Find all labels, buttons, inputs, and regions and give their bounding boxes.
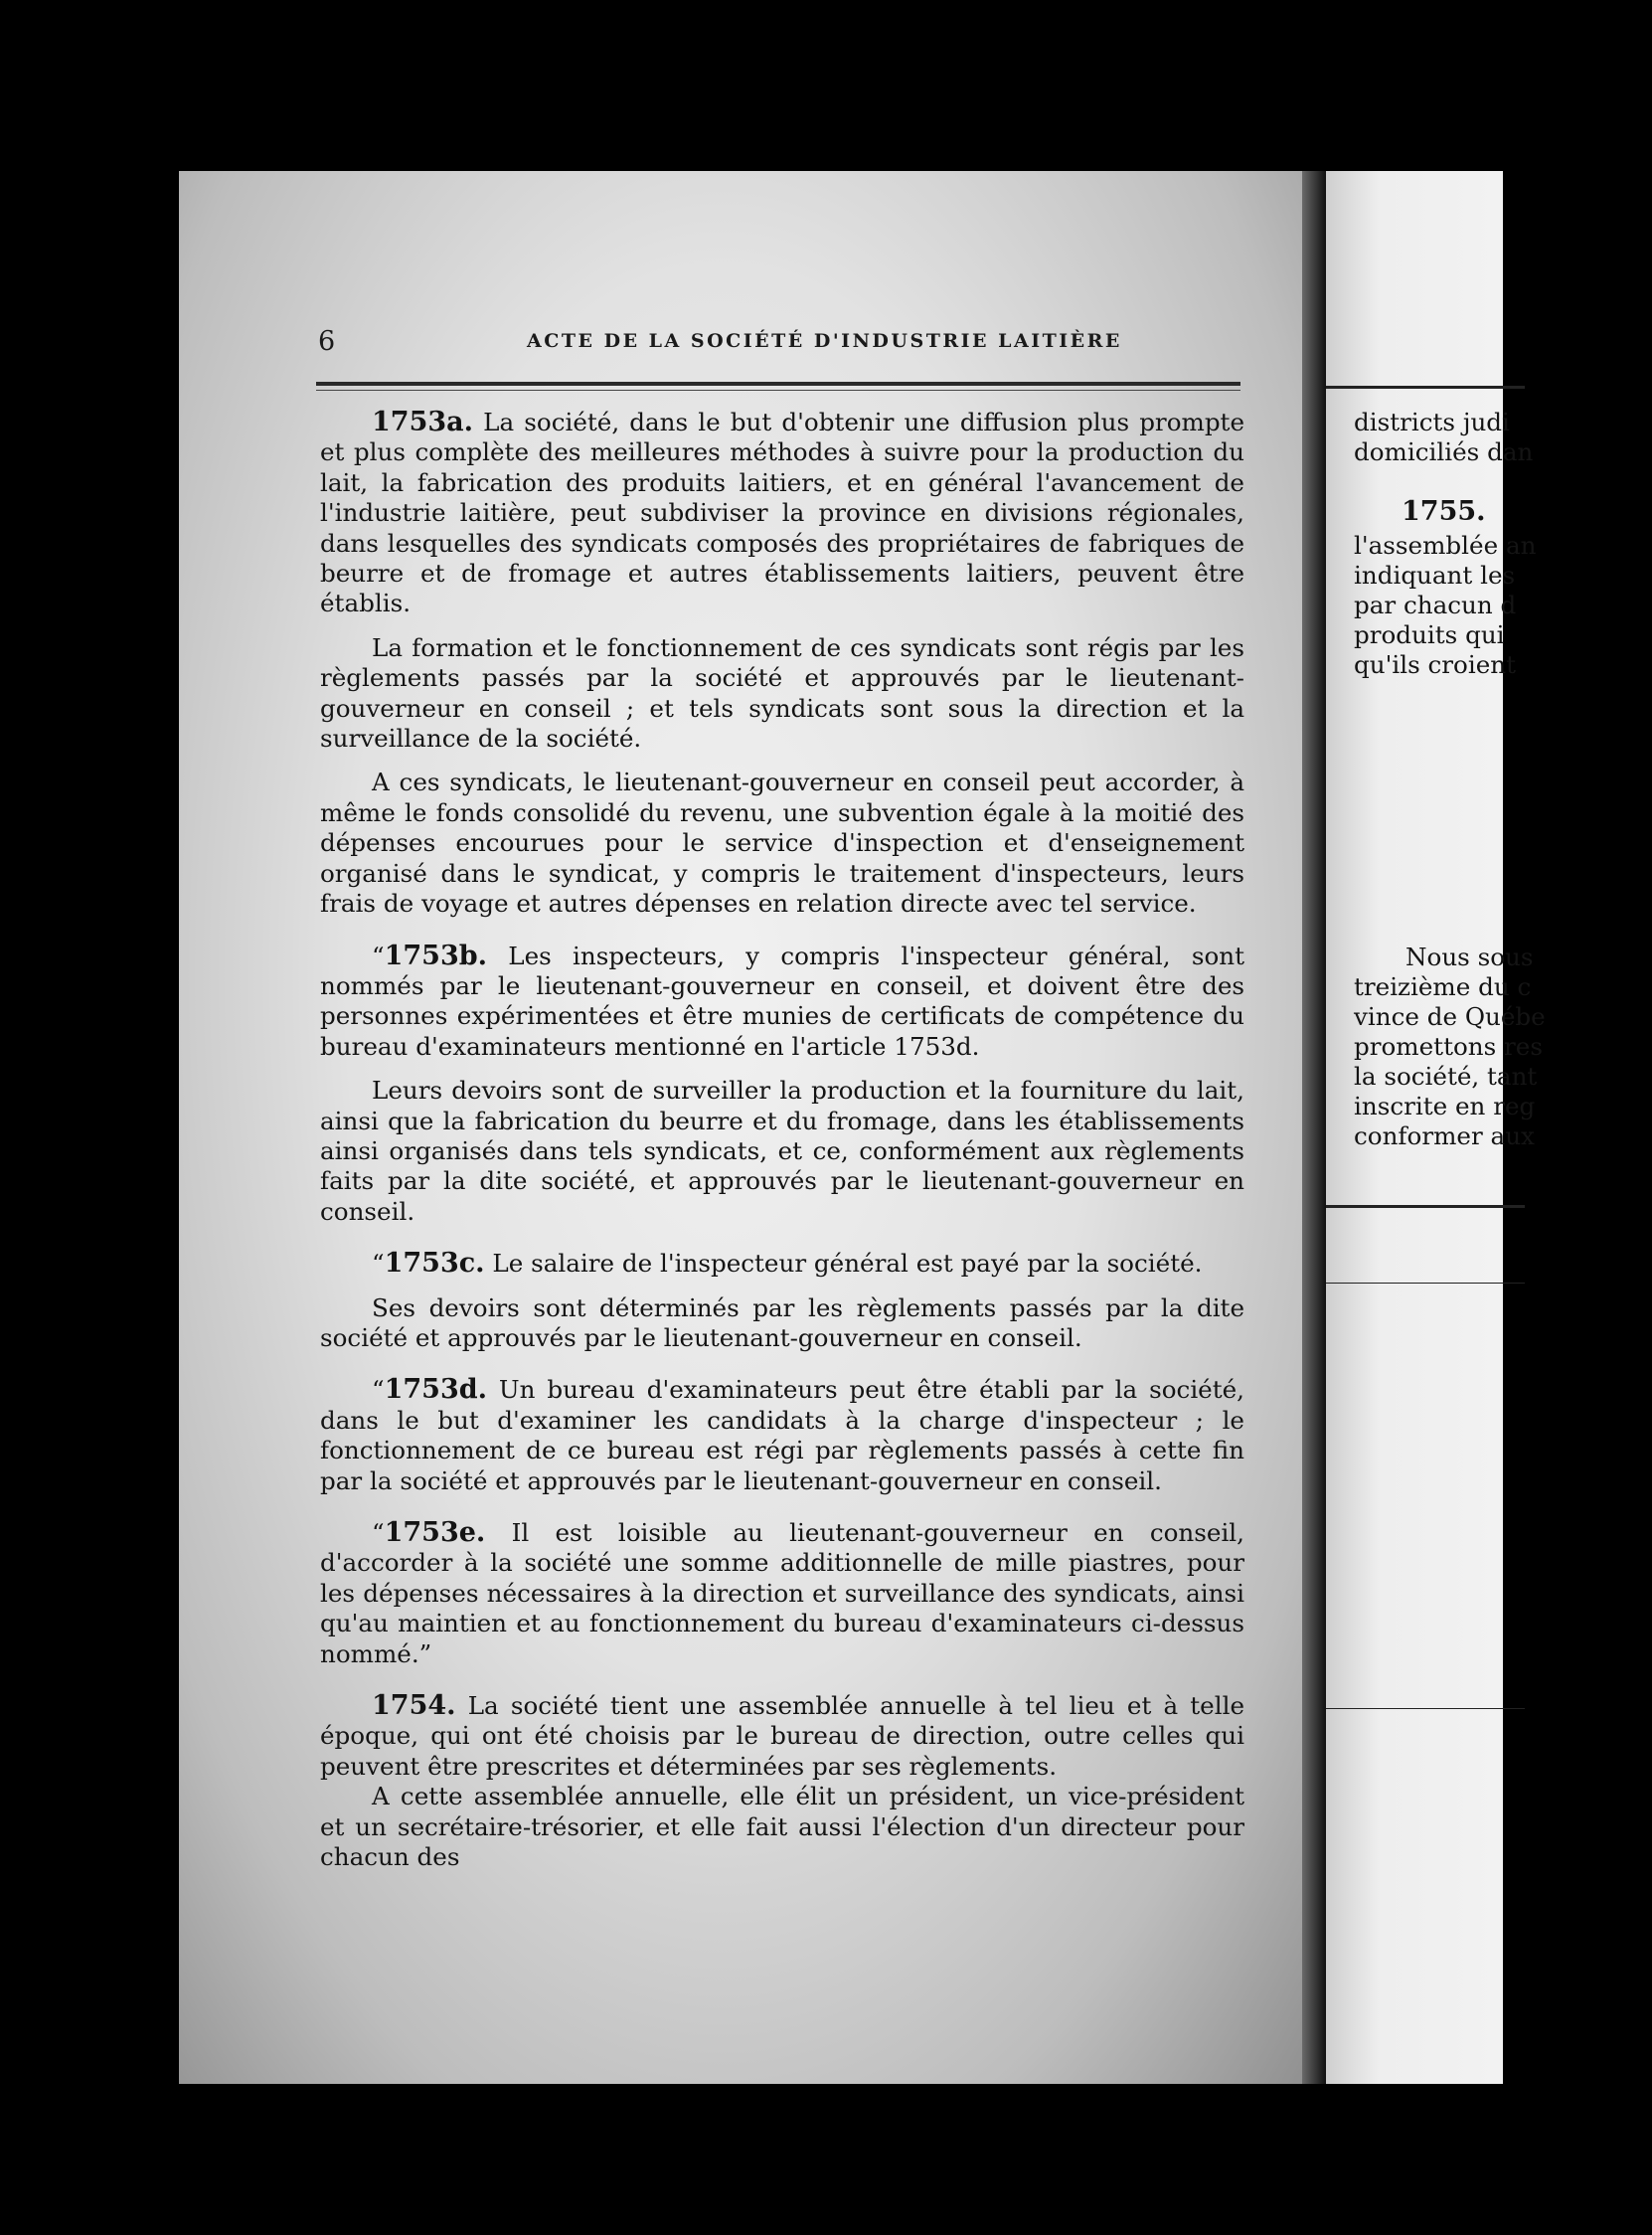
running-title: ACTE DE LA SOCIÉTÉ D'INDUSTRIE LAITIÈRE bbox=[527, 330, 1122, 352]
paragraph bbox=[320, 1076, 1244, 1227]
open-quote: “ bbox=[372, 941, 385, 970]
paragraph-text: A cette assemblée annuelle, elle élit un président, un vice-président et un secrétaire-trésorier, et elle fait aussi l'élection d'un directeur pour chacun des bbox=[320, 1782, 1244, 1872]
header-rule-thin bbox=[316, 390, 1240, 391]
article-number: 1755. bbox=[1402, 496, 1486, 527]
paragraph bbox=[320, 1375, 1244, 1496]
paragraph bbox=[320, 1691, 1244, 1782]
text-fragment: inscrite en reg bbox=[1354, 1092, 1536, 1120]
text-fragment: promettons res bbox=[1354, 1032, 1543, 1061]
paragraph bbox=[320, 633, 1244, 755]
paragraph-text: A ces syndicats, le lieutenant-gouverneur en conseil peut accorder, à même le fonds consolidé du revenu, une subvention égale à la moitié des dépenses encourues pour le service d'inspection et d'enseignement organisé dans le syndicat, y compris le traitement d'inspecteurs, leurs frais de voyage et autres dépenses en relation directe avec tel service. bbox=[320, 768, 1244, 919]
paragraph bbox=[320, 1782, 1244, 1872]
article-number: 1753c. bbox=[384, 1248, 485, 1280]
section-rule bbox=[1326, 1205, 1525, 1208]
text-fragment: indiquant les bbox=[1354, 561, 1516, 590]
open-quote: “ bbox=[372, 1249, 385, 1279]
text-fragment: Nous sous bbox=[1405, 943, 1534, 971]
text-fragment: produits qui bbox=[1354, 620, 1505, 649]
paragraph-text: La société, dans le but d'obtenir une diffusion plus prompte et plus complète des meilleures méthodes à suivre pour la production du lait, la fabrication des produits laitiers, et en général l'avancement de l'industrie laitière, peut subdiviser la province en divisions régionales, dans lesquelles des syndicats composés des propriétaires de fabriques de beurre et de fromage et autres établissements laitiers, peuvent être établis. bbox=[320, 408, 1244, 618]
paragraph-text: Le salaire de l'inspecteur général est payé par la société. bbox=[484, 1249, 1203, 1279]
text-fragment: conformer aux bbox=[1354, 1121, 1535, 1150]
paragraph-text: Leurs devoirs sont de surveiller la production et la fourniture du lait, ainsi que la fabrication du beurre et du fromage, dans les établissements ainsi organisés dans tels syndicats, et ce, conformément aux règlements faits par la dite société, et approuvés par le lieutenant-gouverneur en conseil. bbox=[320, 1076, 1244, 1226]
text-fragment: la société, tant bbox=[1354, 1062, 1538, 1091]
paragraph-text: La société tient une assemblée annuelle à tel lieu et à telle époque, qui ont été choisis par le bureau de direction, outre celles qui peuvent être prescrites et déterminées par ses règlements. bbox=[320, 1691, 1244, 1781]
article-number: 1753d. bbox=[384, 1374, 488, 1406]
text-fragment: treizième du c bbox=[1354, 972, 1532, 1001]
paragraph-text: La formation et le fonctionnement de ces syndicats sont régis par les règlements passés par la société et approuvés par le lieutenant-gouverneur en conseil ; et tels syndicats sont sous la direction et la surveillance de la société. bbox=[320, 632, 1244, 754]
paragraph bbox=[320, 1293, 1244, 1354]
paragraph-text: Un bureau d'examinateurs peut être établi par la société, dans le but d'examiner les candidats à la charge d'inspecteur ; le fonctionnement de ce bureau est régi par règlements passés à cette fin par la société et approuvés par le lieutenant-gouverneur en conseil. bbox=[320, 1375, 1244, 1495]
left-page bbox=[179, 171, 1312, 2084]
header-rule bbox=[1326, 386, 1525, 389]
article-number: 1753b. bbox=[384, 940, 488, 971]
open-quote: “ bbox=[372, 1518, 385, 1547]
body-text bbox=[320, 408, 1244, 1872]
section-rule-thin bbox=[1326, 1283, 1525, 1284]
paragraph bbox=[320, 942, 1244, 1063]
right-page bbox=[1326, 171, 1546, 2084]
book-gutter bbox=[1302, 171, 1326, 2084]
text-fragment: districts judi bbox=[1354, 408, 1510, 436]
open-quote: “ bbox=[372, 1375, 385, 1405]
paragraph bbox=[320, 1518, 1244, 1669]
paragraph bbox=[320, 408, 1244, 619]
paragraph bbox=[320, 1249, 1244, 1279]
paragraph-text: Il est loisible au lieutenant-gouverneur en conseil, d'accorder à la société une somme additionnelle de mille piastres, pour les dépenses nécessaires à la direction et surveillance des syndicats, ainsi qu'au maintien et au fonctionnement du bureau d'examinateurs ci-dessus nommé.” bbox=[320, 1518, 1244, 1668]
text-fragment: l'assemblée an bbox=[1354, 531, 1537, 560]
paragraph-text: Ses devoirs sont déterminés par les règlements passés par la dite société et approuvés par le lieutenant-gouverneur en conseil. bbox=[320, 1292, 1244, 1352]
text-fragment: par chacun d bbox=[1354, 591, 1517, 619]
article-number: 1753a. bbox=[372, 407, 474, 437]
section-rule-thin bbox=[1326, 1708, 1525, 1709]
text-fragment: qu'ils croient bbox=[1354, 650, 1516, 679]
page-number: 6 bbox=[318, 326, 336, 357]
text-fragment: domiciliés dan bbox=[1354, 437, 1534, 466]
paragraph bbox=[320, 768, 1244, 919]
text-fragment: vince de Québe bbox=[1354, 1002, 1546, 1031]
running-head bbox=[318, 326, 1233, 366]
article-number: 1754. bbox=[372, 1690, 456, 1722]
paragraph-text: Les inspecteurs, y compris l'inspecteur général, sont nommés par le lieutenant-gouverneur en conseil, et doivent être des personnes expérimentées et être munies de certificats de compétence du bureau d'examinateurs mentionné en l'article 1753d. bbox=[320, 941, 1244, 1061]
article-number: 1753e. bbox=[384, 1517, 486, 1548]
header-rule bbox=[316, 382, 1240, 386]
